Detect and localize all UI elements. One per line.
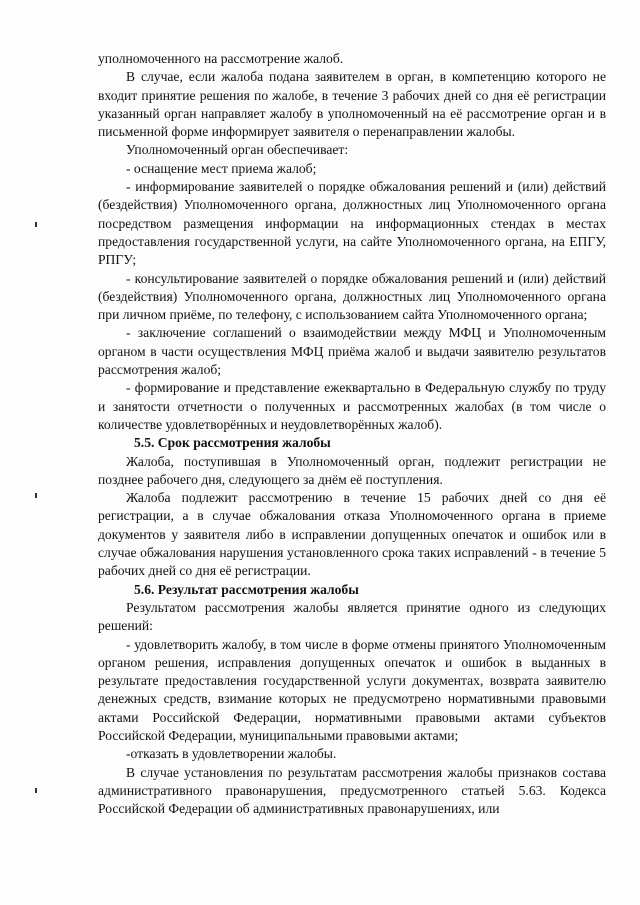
document-body: [98, 50, 606, 818]
list-item: - формирование и представление ежеквартально в Федеральную службу по труду и занятости отчетности о полученных и рассмотренных жалобах (в том числе о количестве удовлетворённых и неудовлетворённых жалоб).: [98, 380, 606, 432]
list-item: - консультирование заявителей о порядке обжалования решений и (или) действий (бездействия) Уполномоченного органа, должностных лиц Уполномоченного органа при личном приёме, по телефону, с использованием сайта Уполномоченного органа;: [98, 270, 606, 323]
paragraph: уполномоченного на рассмотрение жалоб.: [98, 51, 344, 66]
section-heading: 5.5. Срок рассмотрения жалобы: [134, 435, 331, 451]
section-heading: 5.6. Результат рассмотрения жалобы: [134, 581, 359, 597]
list-item: - удовлетворить жалобу, в том числе в форме отмены принятого Уполномоченным органом решения, исправления допущенных опечаток и ошибок в выданных в результате предоставления государственной услуги документах, возврата заявителю денежных средств, взимание которых не предусмотрено нормативными правовыми актами Российской Федерации, нормативными правовыми актами субъектов Российской Федерации, муниципальными правовыми актами;: [98, 636, 606, 743]
paragraph: Уполномоченный орган обеспечивает:: [126, 142, 349, 158]
scan-mark: [35, 222, 37, 227]
scan-mark: [35, 493, 37, 498]
paragraph: Жалоба, поступившая в Уполномоченный орган, подлежит регистрации не позднее рабочего дня, следующего за днём её поступления.: [98, 453, 606, 487]
list-item: - оснащение мест приема жалоб;: [126, 160, 317, 176]
list-item: - информирование заявителей о порядке обжалования решений и (или) действий (бездействия) Уполномоченного органа, должностных лиц Уполномоченного органа посредством размещения информации на информационных стендах в местах предоставления государственной услуги, на сайте Уполномоченного органа, на ЕПГУ, РПГУ;: [98, 179, 606, 268]
paragraph: Жалоба подлежит рассмотрению в течение 15 рабочих дней со дня её регистрации, а в случае обжалования отказа Уполномоченного органа в приеме документов у заявителя либо в исправлении допущенных опечаток и ошибок или в случае обжалования нарушения установленного срока таких исправлений - в течение 5 рабочих дней со дня её регистрации.: [98, 490, 606, 579]
list-item: - заключение соглашений о взаимодействии между МФЦ и Уполномоченным органом в части осуществления МФЦ приёма жалоб и выдачи заявителю результатов рассмотрения жалоб;: [98, 325, 606, 378]
list-item: -отказать в удовлетворении жалобы.: [126, 746, 337, 762]
paragraph: Результатом рассмотрения жалобы является принятие одного из следующих решений:: [98, 599, 606, 634]
scan-mark: [35, 788, 37, 793]
paragraph: В случае установления по результатам рассмотрения жалобы признаков состава административного правонарушения, предусмотренного статьей 5.63. Кодекса Российской Федерации об административных правонарушениях, или: [98, 764, 606, 817]
paragraph: В случае, если жалоба подана заявителем в орган, в компетенцию которого не входит принятие решения по жалобе, в течение 3 рабочих дней со дня её регистрации указанный орган направляет жалобу в уполномоченный на её рассмотрение орган и в письменной форме информирует заявителя о перенаправлении жалобы.: [98, 69, 606, 140]
